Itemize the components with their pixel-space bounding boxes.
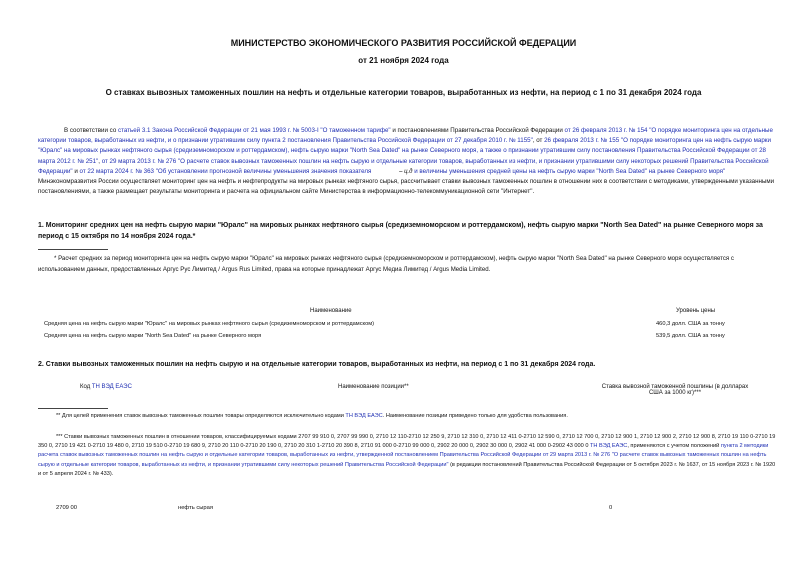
methodology-link[interactable]: пункта 2 методики расчета ставок вывозных таможенных пошлин на нефть сырую и отдельные категории товаров, выработанных из нефти, утвержденной постановлением Правительства Российской Федерации от 29 марта 2013 г. № 276 "О расчете ставок вывозных таможенных пошлин на нефть сырую и отдельные категории товаров, выработанных из нефти, и признании утратившими силу некоторых решений Правительства Российской Федерации"	[38, 443, 769, 468]
table1-header-name: Наименование	[310, 308, 352, 314]
formula-glyph: – ц.д	[399, 168, 413, 175]
tnved-link[interactable]: ТН ВЭД ЕАЭС	[91, 384, 132, 390]
intro-paragraph	[38, 126, 776, 197]
fn2-text: . Наименование позиции приведено только для удобства пользования.	[382, 413, 568, 419]
tnved-link[interactable]: ТН ВЭД ЕАЭС	[345, 413, 383, 419]
footnote-argus: * Расчет средних за период мониторинга цен на нефть сырую марки "Юралс" на мировых рынках нефтяного сырья (средиземноморском и роттердамском), нефть сырую марки "North Sea Dated" на рынке Северного моря осуществляется с использованием данных, предоставленных Аргус Рус Лимитед / Argus Rus Limited, права на которые принадлежат Аргус Медиа Лимитед / Argus Media Limited.	[38, 255, 734, 273]
intro-text: и	[72, 167, 80, 175]
table2-header-position: Наименование позиции**	[338, 384, 409, 390]
section-2-title: 2. Ставки вывозных таможенных пошлин на нефть сырую и на отдельные категории товаров, выработанных из нефти, на период с 1 по 31 декабря 2024 года.	[38, 361, 596, 368]
tnved-link[interactable]: ТН ВЭД ЕАЭС	[590, 443, 628, 450]
section-1-title: 1. Мониторинг средних цен на нефть сырую марки "Юралс" на мировых рынках нефтяного сырья (средиземноморском и роттердамском), нефть сырую марки "North Sea Dated" на рынке Северного моря за период с 15 октября по 14 ноября 2024 года.*	[38, 222, 763, 240]
fn2-text: ** Для целей применения ставок вывозных таможенных пошлин товары определяются исключительно кодами	[56, 413, 346, 419]
footnote-divider	[38, 249, 108, 250]
table1-row-name: Средняя цена на нефть сырую марки "Юралс" на мировых рынках нефтяного сырья (средиземноморском и роттердамском)	[44, 321, 375, 327]
footnote-positions	[56, 413, 776, 419]
ministry-heading: МИНИСТЕРСТВО ЭКОНОМИЧЕСКОГО РАЗВИТИЯ РОССИЙСКОЙ ФЕДЕРАЦИИ	[230, 38, 577, 48]
fn3-text: (в редакции постановлений Правительства Российской Федерации от 5 октября 2023 г. № 1637, от 15 ноября 2023 г. № 1920 и от 5 апреля 2024 г. № 433).	[38, 461, 776, 477]
footnote-rates	[38, 433, 776, 479]
decree-154-link[interactable]: от 26 февраля 2013 г. № 154 "О порядке мониторинга цен на отдельные категории товаров, выработанных из нефти, и о признании утратившим силу пункта 2 постановления Правительства Российской Федерации от 27 декабря 2010 г. № 1155"	[38, 127, 773, 145]
decree-363-link[interactable]: от 22 марта 2024 г. № 363 "Об установлении прогнозной величины уменьшения значения показателя	[79, 167, 372, 175]
decree-155-link[interactable]: 26 февраля 2013 г. № 155 "О порядке мониторинга цен на нефть сырую марки "Юралс" на мировых рынках нефтяного сырья (средиземноморском и роттердамском), нефть сырую марки "North Sea Dated" на рынке Северного моря, а также о признании утратившим силу постановления Правительства Российской Федерации от 28 марта 2012 г. № 251"	[38, 137, 771, 165]
fn3-text: *** Ставки вывозных таможенных пошлин в отношении товаров, классифицируемых кодами 2707 99 910 0, 2707 99 990 0, 2710 12 110-2710 12 250 9, 2710 12 310 0, 2710 12 411 0-2710 12 590 0, 2710 12 700 0, 2710 12 900 1, 2710 12 900 2, 2710 12 900 8, 2710 19 110 0-2710 19 350 0, 2710 19 421 0-2710 19 480 0, 2710 19 510 0-2710 19 680 9, 2710 20 110 0-2710 20 190 0, 2710 20 310 1-2710 20 390 8, 2710 91 000 0-2710 99 000 0, 2902 20 000 0, 2902 30 000 0, 2902 41 000 0-2902 43 000 0	[38, 434, 776, 450]
intro-text: В соответствии со	[64, 127, 118, 134]
table1-row-value: 460,3 долл. США за тонну	[656, 321, 725, 327]
table2-row-rate: 0	[609, 505, 613, 511]
intro-text: ,	[98, 157, 102, 165]
intro-text: и постановлениями Правительства Российской Федерации	[390, 127, 565, 134]
table1-row-name: Средняя цена на нефть сырую марки "North Sea Dated" на рынке Северного моря	[44, 333, 262, 339]
intro-text: Минэкономразвития России осуществляет мониторинг цен на нефть и нефтепродукты на мировых рынках нефтяного сырья, рассчитывает ставки вывозных таможенных пошлин в отношении них в соответствии с методиками, утвержденными указанными постановлениями, а также размещает результаты мониторинга и расчета на официальном сайте Министерства в информационно-телекоммуникационной сети "Интернет".	[38, 178, 775, 196]
decree-363-link-cont[interactable]: и величины уменьшения средней цены на нефть сырую марки "North Sea Dated" на рынке Северного моря"	[412, 167, 726, 175]
code-label: Код	[80, 384, 92, 390]
law-link[interactable]: статьей 3.1 Закона Российской Федерации от 21 мая 1993 г. № 5003-I "О таможенном тарифе"	[117, 127, 391, 134]
table1-header-level: Уровень цены	[676, 308, 716, 314]
table1-row-value: 539,5 долл. США за тонну	[656, 333, 725, 339]
table2-header-rate: Ставка вывозной таможенной пошлины (в долларах США за 1000 кг)***	[601, 384, 749, 396]
decree-276-link[interactable]: от 29 марта 2013 г. № 276 "О расчете ставок вывозных таможенных пошлин на нефть сырую и отдельные категории товаров, выработанных из нефти, и признании утратившими силу некоторых решений Правительства Российской Федерации"	[38, 157, 769, 175]
document-date: от 21 ноября 2024 года	[358, 56, 449, 65]
intro-text: , от	[532, 137, 545, 145]
fn3-text: , применяются с учетом положений	[627, 443, 721, 450]
table2-row-name: нефть сырая	[178, 505, 214, 511]
table2-row-code: 2709 00	[56, 505, 77, 511]
table2-header-code	[80, 384, 132, 390]
document-title: О ставках вывозных таможенных пошлин на нефть и отдельные категории товаров, выработанных из нефти, на период с 1 по 31 декабря 2024 года	[105, 88, 702, 97]
footnote-divider	[38, 408, 108, 409]
